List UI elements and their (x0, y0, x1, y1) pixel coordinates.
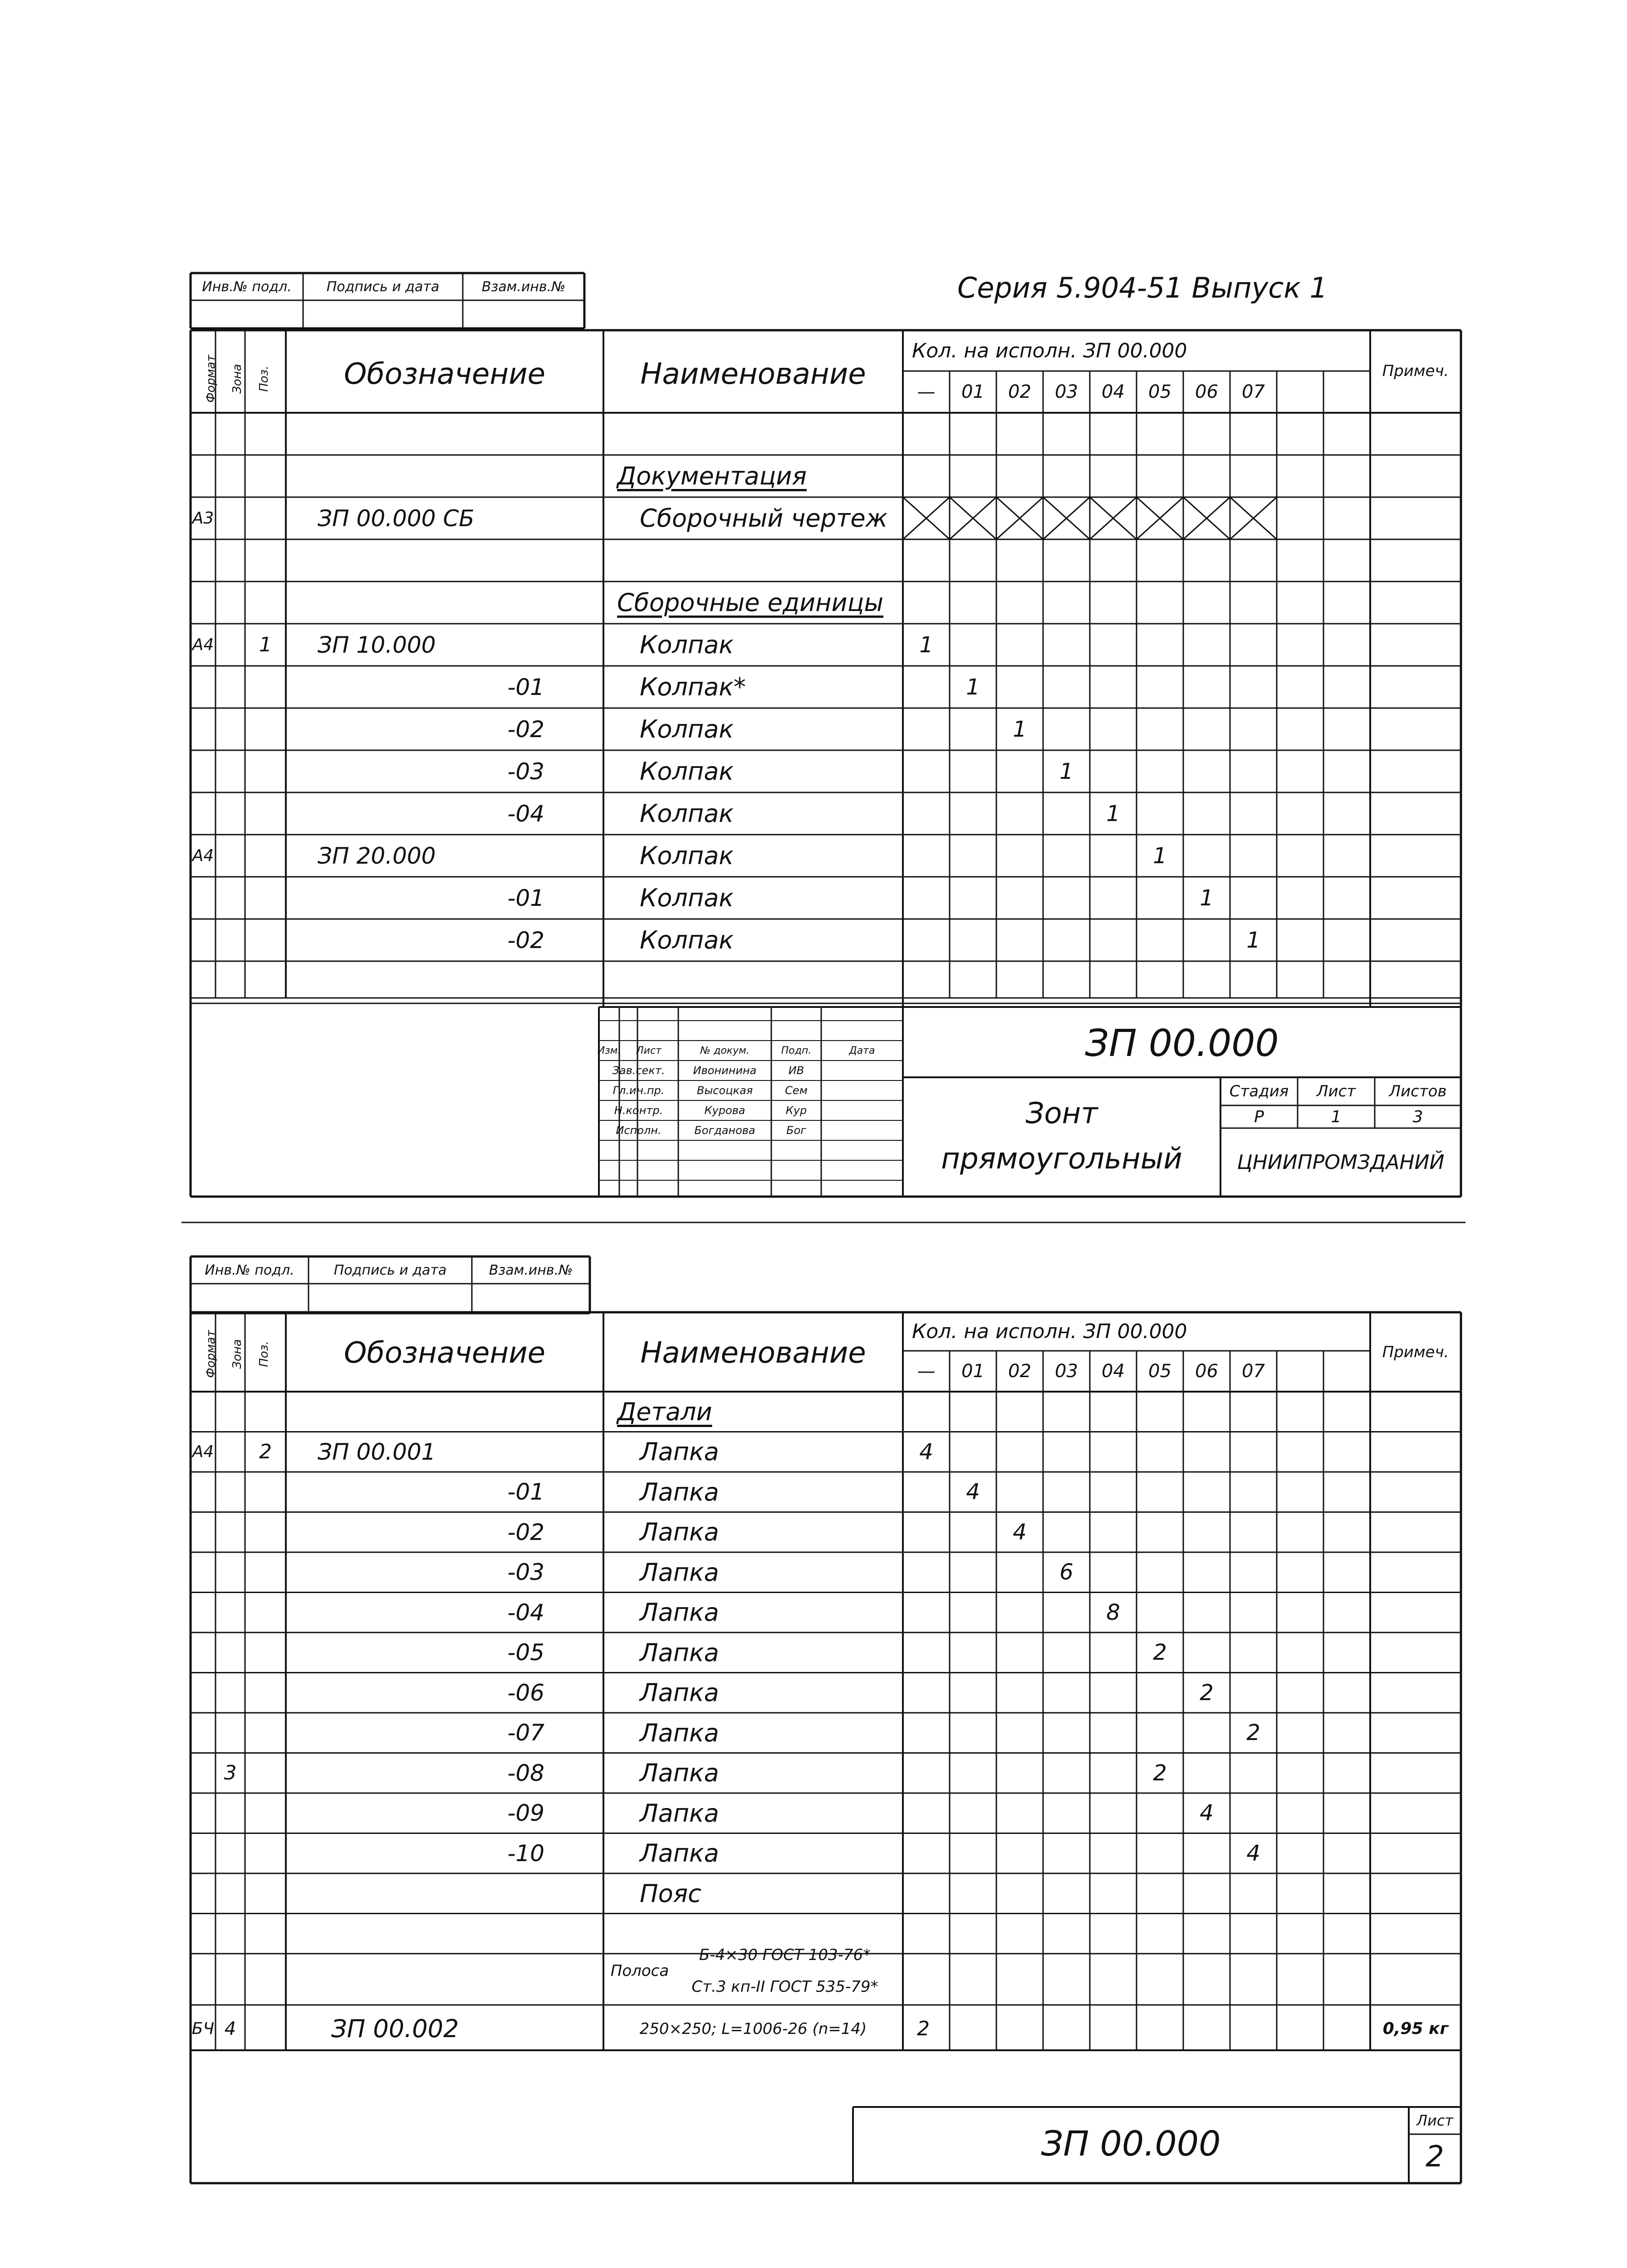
sheet1-row-name: Колпак (640, 631, 734, 659)
col2-name-header: Наименование (640, 1336, 866, 1370)
sheet1-row-designation: ЗП 10.000 (318, 631, 436, 658)
col-pos-header: Поз. (257, 366, 271, 392)
sheet1-row-designation: -02 (507, 927, 544, 953)
title-block-sign: Бог (786, 1124, 806, 1137)
sheet2-row-qty-2: 4 (1013, 1519, 1027, 1545)
sheet1-row-name: Колпак* (640, 673, 746, 701)
sheet2-variant-3: 03 (1055, 1361, 1078, 1382)
sheet2-row-designation: -02 (507, 1519, 544, 1545)
stamp-sign-date-label: Подпись и дата (326, 279, 440, 295)
sheet1-row-name: Колпак (640, 757, 734, 786)
col-name-header: Наименование (640, 357, 866, 391)
sheet1-row-designation: -02 (507, 716, 544, 743)
last-row-qty: 2 (917, 2017, 930, 2040)
title-block-name: Богданова (694, 1124, 755, 1137)
sheet2-row-name: Лапка (640, 1518, 719, 1547)
doc-number-title: ЗП 00.000 (1085, 1022, 1279, 1065)
col-zone-header: Зона (230, 364, 244, 394)
sheet2-row-designation: -04 (507, 1599, 544, 1626)
sheet2-row-designation: -06 (507, 1679, 544, 1706)
sheet2-row-qty-0: 4 (919, 1439, 933, 1465)
sheet2-row-qty-1: 4 (966, 1479, 980, 1505)
title-block-role: Гл.ин.пр. (613, 1084, 665, 1097)
title-block-sign: ИВ (788, 1064, 804, 1077)
sheet2-variant-6: 06 (1195, 1361, 1218, 1382)
sheet2-row-name: Лапка (640, 1598, 719, 1627)
sheet1-row-name: Колпак (640, 799, 734, 828)
sheet1-row-name: Документация (617, 462, 807, 490)
sheet1-row-format: А3 (192, 509, 214, 528)
qty2-header: Кол. на исполн. ЗП 00.000 (912, 1320, 1187, 1343)
sheet1-row-format: А4 (192, 635, 214, 654)
sheet2-row-qty-6: 2 (1200, 1680, 1214, 1706)
sheet2-row-name: Пояс (640, 1879, 701, 1908)
sheet1-row-qty-3: 1 (1059, 758, 1073, 784)
sheet1-row-name: Сборочные единицы (617, 588, 884, 617)
sheet2-variant-4: 04 (1102, 1361, 1125, 1382)
footer-doc-number: ЗП 00.000 (1041, 2123, 1221, 2164)
title-block-name: Курова (704, 1104, 745, 1117)
col2-designation-header: Обозначение (343, 1336, 546, 1370)
last-row-format: БЧ (191, 2019, 215, 2038)
last-row-note: 0,95 кг (1382, 2019, 1449, 2038)
sheet1-row-name: Сборочный чертеж (640, 504, 888, 533)
sheet1-row-qty-7: 1 (1246, 927, 1260, 953)
sheet2-row-designation: -09 (507, 1800, 544, 1827)
sheet2-row-qty-5: 2 (1153, 1640, 1167, 1666)
sheets-label: Листов (1389, 1082, 1447, 1100)
sheet2-row-zone: 3 (224, 1761, 237, 1785)
sheet1-row-name: Колпак (640, 926, 734, 954)
sheet2-row-qty-6: 4 (1200, 1800, 1214, 1826)
sheet2-row-name: Лапка (640, 1437, 719, 1466)
sheet2-row-name: Лапка (640, 1678, 719, 1707)
sheet1-variant-7: 07 (1242, 381, 1265, 402)
title-block-role: Н.контр. (614, 1104, 663, 1117)
material-bottom: Ст.3 кп-II ГОСТ 535-79* (691, 1978, 878, 1996)
title-block-head-3: Подп. (781, 1045, 812, 1056)
title-block-role: Исполн. (616, 1124, 662, 1137)
title-block-sign: Сем (785, 1084, 808, 1097)
material-top: Б-4×30 ГОСТ 103-76* (699, 1946, 871, 1964)
sheet2-row-designation: -10 (507, 1840, 544, 1867)
sheets-value: 3 (1412, 1107, 1423, 1126)
sheet1-row-designation: ЗП 00.000 СБ (318, 505, 475, 532)
stage-value: Р (1254, 1107, 1264, 1126)
col2-pos-header: Поз. (257, 1341, 271, 1367)
stage-label: Стадия (1229, 1082, 1289, 1100)
title-block-name: Ивонинина (693, 1064, 757, 1077)
title-block-name: Высоцкая (696, 1084, 753, 1097)
title-block-head-1: Лист (636, 1045, 662, 1056)
organization-name: ЦНИИПРОМЗДАНИЙ (1237, 1150, 1445, 1174)
sheet2-row-designation: -05 (507, 1639, 544, 1666)
last-row-name: 250×250; L=1006-26 (n=14) (639, 2019, 867, 2038)
sheet2-row-designation: ЗП 00.001 (318, 1438, 436, 1465)
sheet1-row-qty-1: 1 (966, 674, 980, 700)
footer-sheet-number: 2 (1426, 2140, 1444, 2174)
stamp2-inv-podl-label: Инв.№ подл. (205, 1262, 294, 1278)
sheet1-row-designation: -01 (507, 674, 544, 700)
sheet2-row-pos: 2 (259, 1440, 272, 1464)
title-block-head-0: Изм. (597, 1045, 621, 1056)
sheet1-row-qty-0: 1 (919, 632, 933, 658)
sheet1-variant-4: 04 (1102, 381, 1125, 402)
sheet2-row-name: Лапка (640, 1799, 719, 1828)
sheet2-row-name: Лапка (640, 1558, 719, 1587)
sheet1-row-name: Колпак (640, 841, 734, 870)
stamp-inv-podl-label: Инв.№ подл. (202, 279, 292, 295)
sheet1-row-qty-5: 1 (1153, 843, 1167, 869)
sheet1-row-qty-6: 1 (1200, 885, 1214, 911)
sheet-value: 1 (1331, 1107, 1342, 1126)
sheet2-row-qty-3: 6 (1059, 1559, 1073, 1585)
sheet2-variant-7: 07 (1242, 1361, 1265, 1382)
last-row-zone: 4 (224, 2018, 236, 2039)
sheet1-variant-6: 06 (1195, 381, 1218, 402)
sheet1-row-designation: -01 (507, 885, 544, 911)
sheet1-row-designation: ЗП 20.000 (318, 842, 436, 869)
sheet1-variant-3: 03 (1055, 381, 1078, 402)
title-block-role: Зав.сект. (612, 1064, 665, 1077)
sheet2-row-name: Лапка (640, 1718, 719, 1747)
title-block-head-2: № докум. (700, 1045, 750, 1056)
sheet2-variant-5: 05 (1148, 1361, 1171, 1382)
sheet1-row-designation: -03 (507, 758, 544, 785)
footer-sheet-label: Лист (1416, 2112, 1454, 2129)
sheet1-variant-2: 02 (1008, 381, 1031, 402)
col-designation-header: Обозначение (343, 357, 546, 391)
qty-header: Кол. на исполн. ЗП 00.000 (912, 339, 1187, 362)
sheet2-row-name: Лапка (640, 1759, 719, 1788)
doc-title-line1: Зонт (1025, 1097, 1098, 1130)
sheet2-variant-2: 02 (1008, 1361, 1031, 1382)
sheet2-row-designation: -01 (507, 1479, 544, 1505)
sheet2-row-qty-7: 4 (1246, 1840, 1260, 1866)
sheet1-row-qty-4: 1 (1106, 801, 1120, 826)
stamp2-vzam-inv-label: Взам.инв.№ (489, 1262, 573, 1278)
sheet1-row-format: А4 (192, 846, 214, 865)
sheet1-row-name: Колпак (640, 884, 734, 912)
sheet2-row-designation: -07 (507, 1720, 544, 1746)
col2-format-header: Формат (204, 1330, 218, 1378)
col-note-header: Примеч. (1382, 362, 1449, 380)
sheet2-row-qty-7: 2 (1246, 1720, 1260, 1746)
stamp-vzam-inv-label: Взам.инв.№ (481, 279, 566, 295)
sheet2-row-designation: -08 (507, 1760, 544, 1786)
col2-note-header: Примеч. (1382, 1343, 1449, 1361)
sheet2-row-name: Лапка (640, 1839, 719, 1868)
col2-zone-header: Зона (230, 1339, 244, 1369)
sheet2-row-qty-5: 2 (1153, 1760, 1167, 1786)
sheet2-variant-1: 01 (961, 1361, 985, 1382)
title-block-sign: Кур (785, 1104, 807, 1117)
sheet2-variant-0: — (917, 1361, 936, 1382)
sheet-label: Лист (1316, 1082, 1356, 1100)
sheet2-row-name: Лапка (640, 1638, 719, 1667)
sheet2-row-format: А4 (192, 1442, 214, 1461)
sheet1-row-qty-2: 1 (1013, 716, 1027, 742)
sheet1-row-designation: -04 (507, 800, 544, 827)
sheet2-row-name: Детали (617, 1397, 712, 1426)
sheet1-variant-1: 01 (961, 381, 985, 402)
sheet1-variant-0: — (917, 381, 936, 402)
sheet2-row-qty-4: 8 (1106, 1599, 1120, 1625)
title-block-head-4: Дата (849, 1045, 875, 1056)
sheet1-variant-5: 05 (1148, 381, 1171, 402)
sheet1-row-pos: 1 (259, 633, 272, 656)
last-row-designation: ЗП 00.002 (331, 2014, 459, 2043)
col-format-header: Формат (204, 355, 218, 403)
stamp2-sign-date-label: Подпись и дата (333, 1262, 447, 1278)
sheet2-row-name: Лапка (640, 1477, 719, 1506)
sheet2-row-designation: -03 (507, 1559, 544, 1586)
material-label: Полоса (610, 1962, 669, 1980)
doc-title-line2: прямоугольный (941, 1142, 1182, 1176)
series-header: Серия 5.904-51 Выпуск 1 (957, 271, 1328, 304)
sheet1-row-name: Колпак (640, 715, 734, 743)
